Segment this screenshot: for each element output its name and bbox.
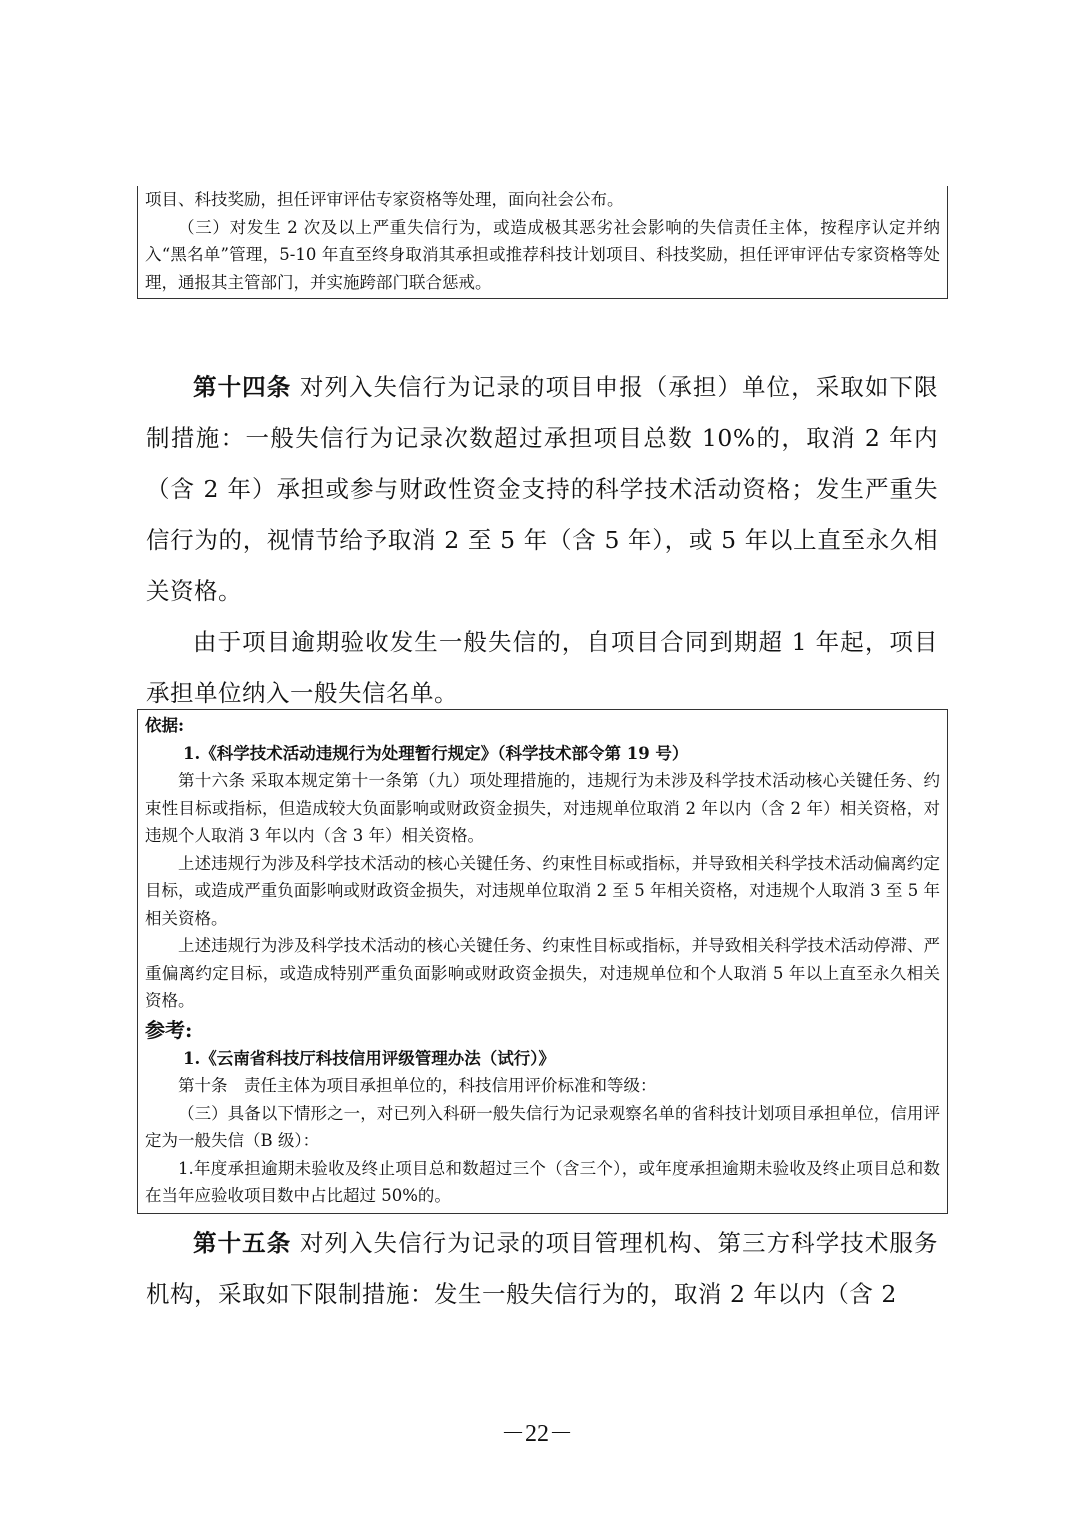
article-paragraph: [146, 362, 938, 617]
article-14: [146, 362, 938, 719]
basis-text: 上述违规行为涉及科学技术活动的核心关键任务、约束性目标或指标，并导致相关科学技术活动停滞、严重偏离约定目标，或造成特别严重负面影响或财政资金损失，对违规单位和个人取消 5 年以上直至永久相关资格。: [145, 936, 940, 1010]
reference-text: 1.年度承担逾期未验收及终止项目总和数超过三个（含三个），或年度承担逾期未验收及终止项目总和数在当年应验收项目数中占比超过 50%的。: [145, 1158, 940, 1205]
article-text: 对列入失信行为记录的项目申报（承担）单位，采取如下限制措施：一般失信行为记录次数超过承担项目总数 10%的，取消 2 年内（含 2 年）承担或参与财政性资金支持的科学技术活动资格；发生严重失信行为的，视情节给予取消 2 至 5 年（含 5 年），或 5 年以上直至永久相关资格。: [146, 373, 938, 605]
basis-text: 上述违规行为涉及科学技术活动的核心关键任务、约束性目标或指标，并导致相关科学技术活动偏离约定目标，或造成严重负面影响或财政资金损失，对违规单位取消 2 至 5 年相关资格，对违规个人取消 3 至 5 年相关资格。: [145, 853, 940, 928]
note-text: （三）对发生 2 次及以上严重失信行为，或造成极其恶劣社会影响的失信责任主体，按程序认定并纳入“黑名单”管理，5-10 年直至终身取消其承担或推荐科技计划项目、科技奖励，担任评审评估专家资格等处理，通报其主管部门，并实施跨部门联合惩戒。: [145, 217, 940, 292]
basis-document-title: 1.《科学技术活动违规行为处理暂行规定》（科学技术部令第 19 号）: [183, 743, 689, 763]
article-heading: 第十四条: [193, 373, 292, 401]
basis-text: 第十六条 采取本规定第十一条第（九）项处理措施的，违规行为未涉及科学技术活动核心关键任务、约束性目标或指标，但造成较大负面影响或财政资金损失，对违规单位取消 2 年以内（含 2 年）相关资格，对违规个人取消 3 年以内（含 3 年）相关资格。: [145, 771, 940, 845]
reference-text: 第十条 责任主体为项目承担单位的，科技信用评价标准和等级：: [178, 1076, 657, 1095]
continuation-note-box: [137, 186, 948, 299]
basis-label: 依据:: [145, 716, 185, 735]
article-heading: 第十五条: [193, 1229, 292, 1257]
reference-label: 参考:: [145, 1017, 193, 1042]
page-number: －22－: [501, 1421, 573, 1447]
basis-reference-box: [137, 709, 948, 1214]
article-15: [146, 1218, 938, 1320]
article-paragraph: 由于项目逾期验收发生一般失信的，自项目合同到期超 1 年起，项目承担单位纳入一般失信名单。: [146, 628, 938, 707]
article-text: 对列入失信行为记录的项目管理机构、第三方科学技术服务机构，采取如下限制措施：发生一般失信行为的，取消 2 年以内（含 2: [146, 1229, 938, 1308]
article-paragraph: [146, 1218, 938, 1320]
note-text: 项目、科技奖励，担任评审评估专家资格等处理，面向社会公布。: [145, 190, 624, 209]
reference-text: （三）具备以下情形之一，对已列入科研一般失信行为记录观察名单的省科技计划项目承担单位，信用评定为一般失信（B 级）：: [145, 1103, 940, 1150]
reference-document-title: 1.《云南省科技厅科技信用评级管理办法（试行）》: [183, 1048, 555, 1068]
